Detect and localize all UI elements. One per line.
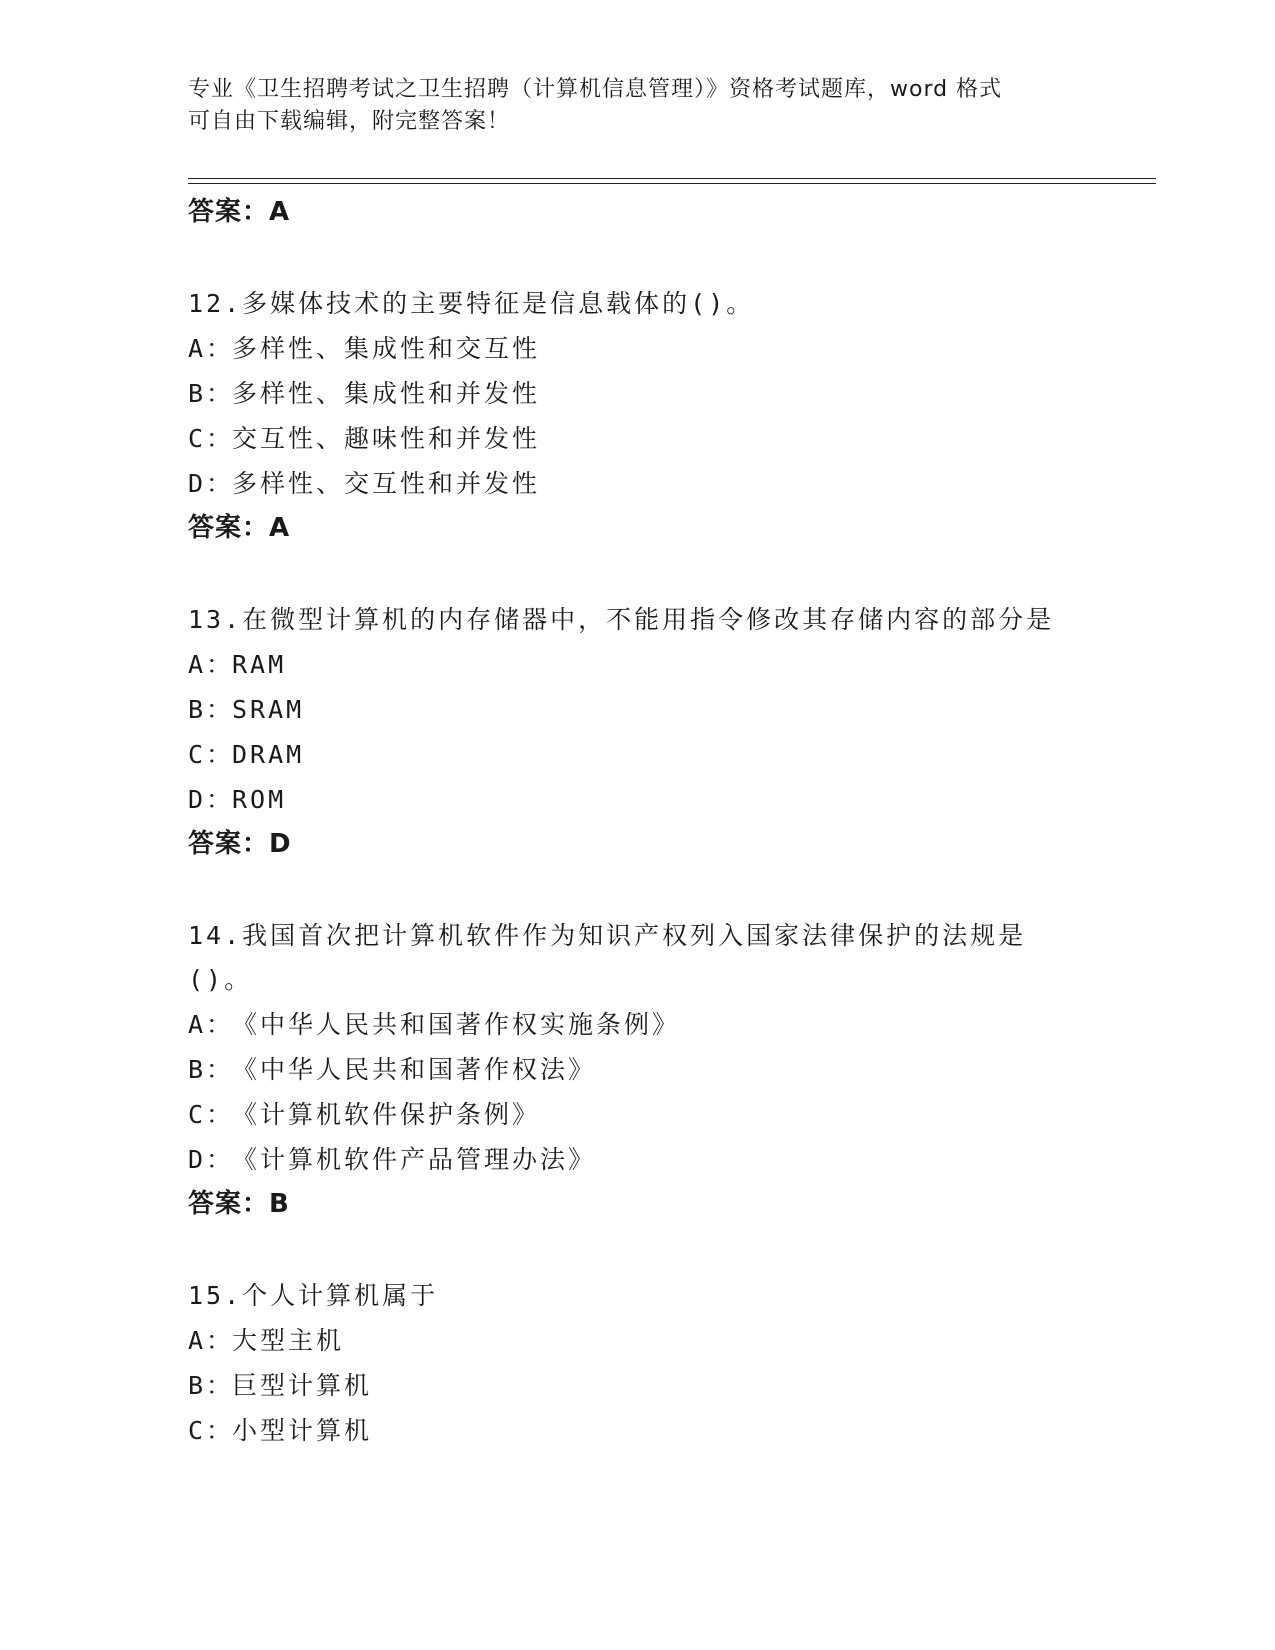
option-letter: B： [188, 1371, 235, 1400]
header-divider-bottom [188, 183, 1156, 184]
option-text: ROM [232, 785, 287, 814]
option-c [188, 1092, 1108, 1137]
option-a [188, 1002, 1108, 1047]
question-text: 14.我国首次把计算机软件作为知识产权列入国家法律保护的法规是()。 [188, 921, 1027, 994]
question-list [188, 190, 1108, 1453]
question-text: 13.在微型计算机的内存储器中，不能用指令修改其存储内容的部分是 [188, 605, 1055, 634]
option-letter: D： [188, 785, 235, 814]
question-text: 15.个人计算机属于 [188, 1281, 439, 1310]
option-letter: D： [188, 469, 235, 498]
option-c [188, 1408, 1108, 1453]
option-d [188, 1137, 1108, 1182]
option-text: 《计算机软件保护条例》 [232, 1100, 541, 1129]
answer-line [188, 506, 1108, 550]
document-header [188, 74, 1088, 138]
option-d [188, 461, 1108, 506]
answer-value: A [269, 197, 291, 227]
option-letter: A： [188, 1326, 235, 1355]
option-text: 多样性、集成性和并发性 [232, 379, 541, 408]
option-text: 小型计算机 [232, 1416, 373, 1445]
option-text: 巨型计算机 [232, 1371, 373, 1400]
header-line-1: 专业《卫生招聘考试之卫生招聘（计算机信息管理）》资格考试题库，word 格式 [188, 77, 1003, 102]
option-b [188, 1363, 1108, 1408]
header-divider-top [188, 178, 1156, 179]
answer-line [188, 822, 1108, 866]
option-letter: A： [188, 650, 235, 679]
answer-label: 答案： [188, 513, 270, 543]
answer-line [188, 190, 1108, 234]
answer-value: B [269, 1189, 290, 1219]
option-letter: C： [188, 1416, 235, 1445]
question-block [188, 1274, 1108, 1453]
option-text: RAM [232, 650, 287, 679]
option-c [188, 732, 1108, 777]
option-letter: B： [188, 1055, 235, 1084]
answer-label: 答案： [188, 829, 270, 859]
option-b [188, 687, 1108, 732]
question-block [188, 914, 1108, 1226]
option-text: 《计算机软件产品管理办法》 [232, 1145, 597, 1174]
option-letter: A： [188, 334, 235, 363]
option-text: SRAM [232, 695, 305, 724]
option-a [188, 642, 1108, 687]
answer-value: D [269, 829, 292, 859]
question-block [188, 598, 1108, 866]
option-letter: B： [188, 695, 235, 724]
option-letter: A： [188, 1010, 235, 1039]
answer-label: 答案： [188, 1189, 270, 1219]
option-letter: C： [188, 1100, 235, 1129]
option-letter: C： [188, 740, 235, 769]
header-line-2: 可自由下载编辑，附完整答案！ [188, 109, 511, 134]
answer-label: 答案： [188, 197, 270, 227]
option-letter: D： [188, 1145, 235, 1174]
option-a [188, 1318, 1108, 1363]
question-block [188, 282, 1108, 550]
option-letter: C： [188, 424, 235, 453]
option-text: 大型主机 [232, 1326, 345, 1355]
answer-value: A [269, 513, 291, 543]
option-text: 交互性、趣味性和并发性 [232, 424, 541, 453]
option-text: DRAM [232, 740, 305, 769]
question-text: 12.多媒体技术的主要特征是信息载体的()。 [188, 289, 755, 318]
option-d [188, 777, 1108, 822]
answer-line [188, 1182, 1108, 1226]
option-text: 《中华人民共和国著作权法》 [232, 1055, 597, 1084]
option-text: 《中华人民共和国著作权实施条例》 [232, 1010, 681, 1039]
option-b [188, 1047, 1108, 1092]
option-c [188, 416, 1108, 461]
option-a [188, 326, 1108, 371]
option-letter: B： [188, 379, 235, 408]
option-b [188, 371, 1108, 416]
option-text: 多样性、集成性和交互性 [232, 334, 541, 363]
option-text: 多样性、交互性和并发性 [232, 469, 541, 498]
